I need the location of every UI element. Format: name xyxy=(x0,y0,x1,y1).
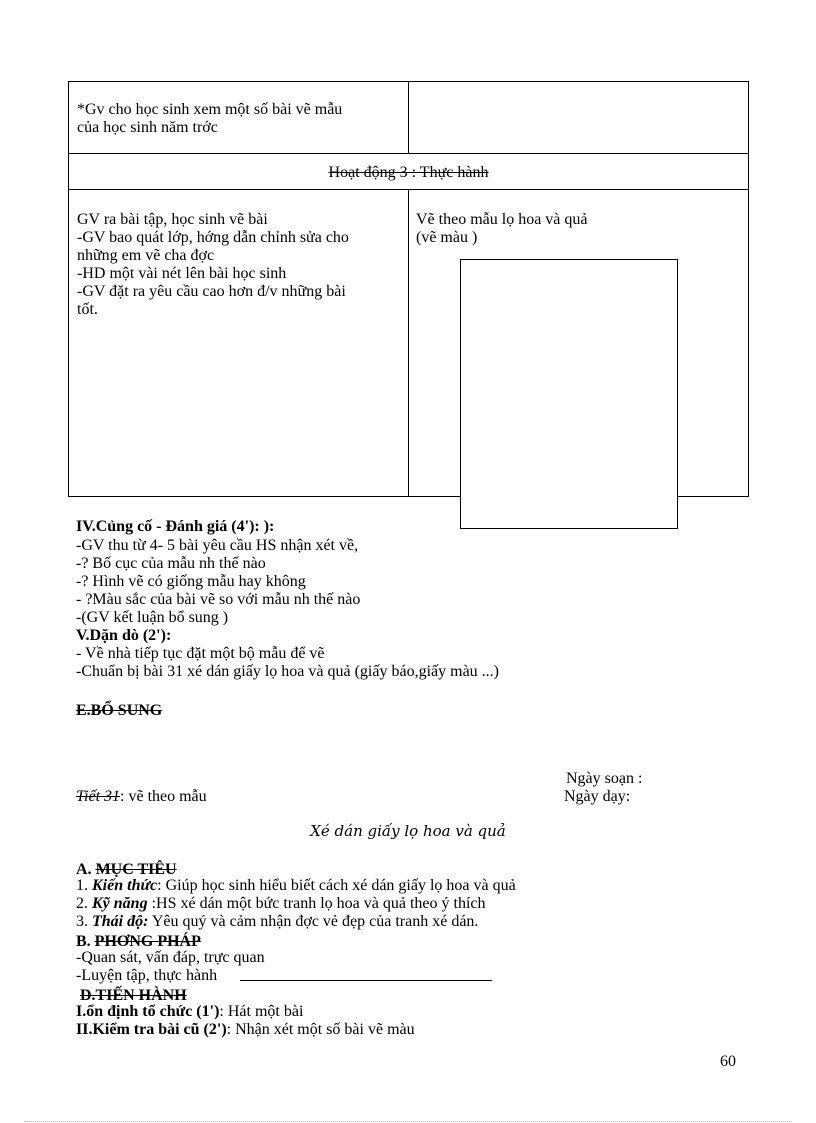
section-a-heading: A. MỤC TIÊU xyxy=(76,861,177,878)
section-iv-line: - ?Màu sắc của bài vẽ so với mẫu nh thế nào xyxy=(76,591,361,608)
section-iv-line: -? Hình vẽ có giống mẫu hay không xyxy=(76,573,306,590)
date-prepared: Ngày soạn : xyxy=(566,770,643,787)
section-b-line: -Luyện tập, thực hành xyxy=(76,967,218,984)
activity-heading: Hoạt động 3 : Thực hành xyxy=(328,164,489,181)
table-row3-line: những em vẽ cha đợc xyxy=(77,247,215,264)
section-v-heading: V.Dặn dò (2'): xyxy=(76,627,172,644)
section-iv-line: -(GV kết luận bổ sung ) xyxy=(76,609,229,626)
section-d-heading: D.TIẾN HÀNH xyxy=(80,987,187,1004)
section-d-item: II.Kiểm tra bài cũ (2'): Nhận xét một số bài vẽ màu xyxy=(76,1021,415,1038)
table-row1-line: *Gv cho học sinh xem một số bài vẽ mẫu xyxy=(77,101,343,118)
drawing-frame xyxy=(460,259,678,529)
table-row3-right xyxy=(416,211,741,247)
table-row3-left xyxy=(77,211,405,319)
lesson-label: Tiết 31 xyxy=(76,788,121,805)
lesson-subject: : vẽ theo mẫu xyxy=(120,788,207,805)
page-number: 60 xyxy=(720,1053,736,1070)
table-row1-left xyxy=(77,101,402,137)
table-row3-line: GV ra bài tập, học sinh vẽ bài xyxy=(77,211,268,228)
section-e-heading: E.BỔ SUNG xyxy=(76,702,163,719)
section-b-line: -Quan sát, vấn đáp, trực quan xyxy=(76,949,265,966)
table-row3-line: tốt. xyxy=(77,301,98,318)
date-taught: Ngày dạy: xyxy=(564,788,631,805)
objective-item: 2. Kỹ năng :HS xé dán một bức tranh lọ hoa và quả theo ý thích xyxy=(76,895,486,912)
section-iv-heading: IV.Củng cố - Đánh giá (4'): ): xyxy=(76,518,275,535)
section-iv-line: -? Bố cục của mẫu nh thế nào xyxy=(76,555,266,572)
section-v-line: -Chuẩn bị bài 31 xé dán giấy lọ hoa và quả (giấy báo,giấy màu ...) xyxy=(76,663,499,680)
section-d-item: I.ổn định tổ chức (1'): Hát một bài xyxy=(76,1003,304,1020)
table-row1-line: của học sinh năm trớc xyxy=(77,119,218,136)
blank-underline xyxy=(240,980,492,981)
section-b-heading: B. PHƠNG PHÁP xyxy=(76,933,201,950)
table-row3-right-line: Vẽ theo mẫu lọ hoa và quả xyxy=(416,211,588,228)
table-row3-right-line: (vẽ màu ) xyxy=(416,229,478,246)
table-row3-line: -GV bao quát lớp, hớng dẫn chỉnh sửa cho xyxy=(77,229,349,246)
section-iv-line: -GV thu từ 4- 5 bài yêu cầu HS nhận xét về, xyxy=(76,537,359,554)
table-row3-line: -HD một vài nét lên bài học sinh xyxy=(77,265,287,282)
page-bottom-border xyxy=(24,1121,792,1122)
objective-item: 3. Thái độ: Yêu quý và cảm nhận đợc vẻ đẹp của tranh xé dán. xyxy=(76,913,479,930)
section-v-line: - Về nhà tiếp tục đặt một bộ mẫu để vẽ xyxy=(76,645,325,662)
lesson-line xyxy=(76,788,207,806)
table-row3-line: -GV đặt ra yêu cầu cao hơn đ/v những bài xyxy=(77,283,346,300)
objective-item: 1. Kiến thức: Giúp học sinh hiểu biết cách xé dán giấy lọ hoa và quả xyxy=(76,877,516,894)
lesson-title: Xé dán giấy lọ hoa và quả xyxy=(310,822,506,840)
